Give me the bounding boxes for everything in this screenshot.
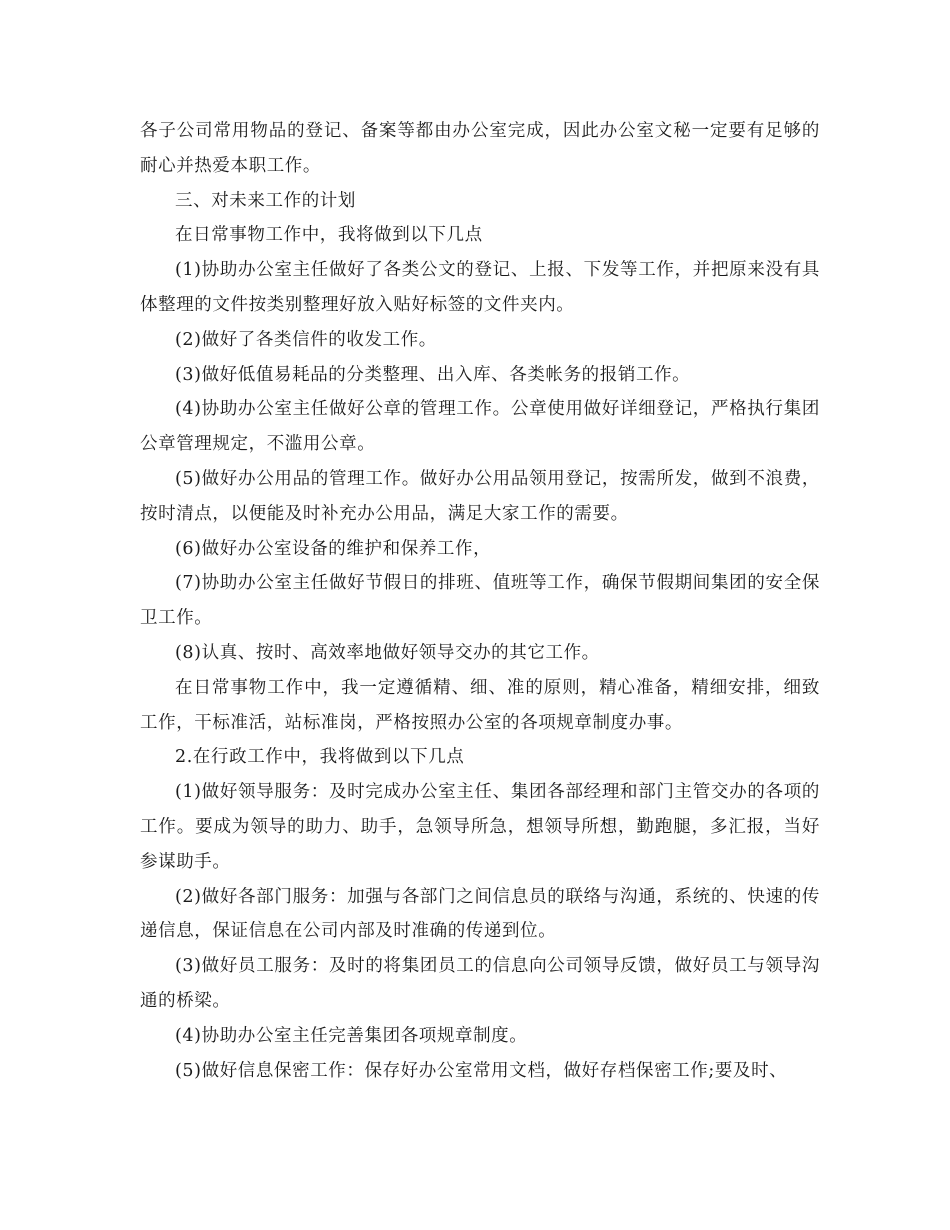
list-item: (5)做好办公用品的管理工作。做好办公用品领用登记，按需所发，做到不浪费，按时清点，以便能及时补充办公用品，满足大家工作的需要。 bbox=[140, 468, 820, 524]
paragraph-admin-intro: 2.在行政工作中，我将做到以下几点 bbox=[175, 747, 465, 768]
list-item: (1)做好领导服务：及时完成办公室主任、集团各部经理和部门主管交办的各项的工作。要成为领导的助力、助手，急领导所急，想领导所想，勤跑腿，多汇报，当好参谋助手。 bbox=[140, 782, 820, 872]
list-item: (2)做好各部门服务：加强与各部门之间信息员的联络与沟通，系统的、快速的传递信息，保证信息在公司内部及时准确的传递到位。 bbox=[140, 886, 820, 942]
paragraph-daily-principles: 在日常事物工作中，我一定遵循精、细、准的原则，精心准备，精细安排，细致工作，干标准活，站标准岗，严格按照办公室的各项规章制度办事。 bbox=[140, 677, 820, 733]
list-item: (4)协助办公室主任做好公章的管理工作。公章使用做好详细登记，严格执行集团公章管理规定，不滥用公章。 bbox=[140, 399, 820, 455]
section-heading-future-plan: 三、对未来工作的计划 bbox=[175, 190, 356, 211]
list-item: (7)协助办公室主任做好节假日的排班、值班等工作，确保节假期间集团的安全保卫工作。 bbox=[140, 573, 820, 629]
document-body bbox=[140, 114, 820, 1088]
paragraph-daily-intro: 在日常事物工作中，我将做到以下几点 bbox=[175, 225, 483, 246]
list-item: (8)认真、按时、高效率地做好领导交办的其它工作。 bbox=[175, 642, 600, 663]
paragraph-continuation: 各子公司常用物品的登记、备案等都由办公室完成，因此办公室文秘一定要有足够的耐心并热爱本职工作。 bbox=[140, 121, 820, 176]
list-item: (2)做好了各类信件的收发工作。 bbox=[175, 329, 437, 350]
list-item: (5)做好信息保密工作：保存好办公室常用文档，做好存档保密工作;要及时、 bbox=[175, 1060, 788, 1081]
list-item: (4)协助办公室主任完善集团各项规章制度。 bbox=[175, 1025, 528, 1046]
list-item: (3)做好员工服务：及时的将集团员工的信息向公司领导反馈，做好员工与领导沟通的桥梁。 bbox=[140, 956, 820, 1011]
list-item: (3)做好低值易耗品的分类整理、出入库、各类帐务的报销工作。 bbox=[175, 364, 691, 385]
list-item: (1)协助办公室主任做好了各类公文的登记、上报、下发等工作，并把原来没有具体整理的文件按类别整理好放入贴好标签的文件夹内。 bbox=[140, 260, 820, 315]
list-item: (6)做好办公室设备的维护和保养工作， bbox=[175, 538, 492, 559]
